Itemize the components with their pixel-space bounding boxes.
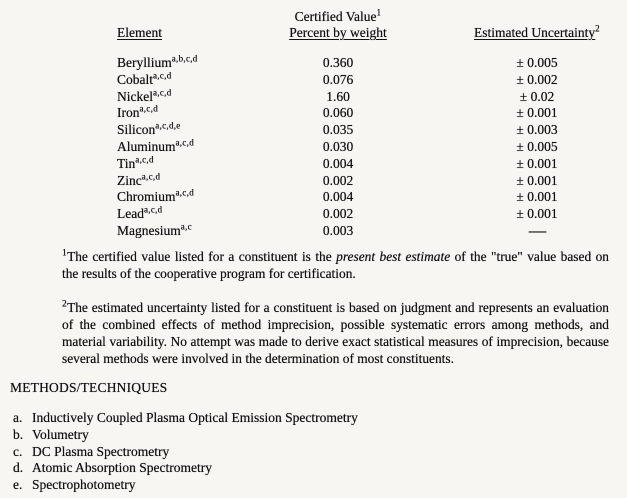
element-name: Beryllium [117,55,172,70]
element-method-superscript: a,c,d [139,103,158,114]
uncertainty-column-header [447,25,627,41]
estimated-uncertainty: ± 0.003 [516,122,558,138]
element-header-label: Element [117,25,162,40]
method-item-label: a. [13,410,23,425]
methods-heading: METHODS/TECHNIQUES [10,380,168,395]
method-item-label: d. [13,460,24,476]
certified-value: 0.003 [322,222,354,238]
element-method-superscript: a,c,d [135,154,154,165]
table-row [117,173,627,190]
element-name: Iron [117,105,140,121]
method-item [13,460,358,477]
table-row [117,189,627,206]
element-name: Lead [117,206,144,222]
table-row [117,156,627,173]
certified-value-header-line2: Percent by weight [289,25,387,40]
method-item-label: c. [13,443,23,459]
method-item [13,427,358,444]
certified-value: 0.004 [322,189,354,205]
method-item [13,444,358,461]
element-name: Nickel [117,88,153,104]
certified-values-table [117,9,627,240]
element-method-superscript: a,c,d [175,137,195,148]
footnote-2 [62,300,609,368]
method-item-text: DC Plasma Spectrometry [32,443,170,459]
table-row [117,139,627,156]
certified-value: 0.076 [322,71,354,87]
method-item-label: b. [13,426,24,442]
method-item-text: Spectrophotometry [32,477,136,493]
footnote-1 [62,249,609,283]
element-name: Cobalt [117,71,153,87]
element-method-superscript: a,c,d [143,204,163,215]
element-method-superscript: a,c,d,e [155,120,181,131]
method-item-text: Volumetry [32,426,89,442]
element-method-superscript: a,c,d [153,87,172,98]
certified-value: 0.360 [322,55,354,70]
method-item [13,477,358,494]
estimated-uncertainty: ± 0.002 [516,71,558,87]
certified-value-column-header [267,9,409,41]
element-method-superscript: a,b,c,d [171,53,198,64]
methods-list [13,410,358,494]
footnote-1-text-before: The certified value listed for a constituent is the [67,249,337,264]
table-row [117,89,627,106]
table-header-row [117,9,627,41]
estimated-uncertainty: ± 0.005 [516,138,558,154]
certified-value-header-line1: Certified Value$^1$ [294,7,382,24]
table-row [117,122,627,139]
certified-value: 0.030 [322,138,354,154]
method-item-text: Inductively Coupled Plasma Optical Emission Spectrometry [32,410,358,425]
method-item-label: e. [13,477,23,493]
table-row [117,105,627,122]
element-name: Silicon [117,122,156,138]
estimated-uncertainty: ± 0.001 [516,172,558,188]
method-item-text: Atomic Absorption Spectrometry [32,460,212,476]
footnotes-section [62,249,609,367]
estimated-uncertainty: ± 0.02 [519,88,555,104]
element-method-superscript: a,c,d [141,171,161,182]
element-name: Zinc [117,172,142,188]
certified-value: 0.060 [322,105,354,121]
element-name: Aluminum [117,138,176,154]
uncertainty-header-label: Estimated Uncertainty [474,25,596,40]
estimated-uncertainty: ± 0.001 [516,206,558,222]
estimated-uncertainty: ± 0.001 [516,189,558,205]
estimated-uncertainty: ± 0.001 [516,155,558,171]
certified-value-footnote-marker: 1 [376,7,382,18]
certified-value: 1.60 [326,88,350,104]
table-row [117,223,627,240]
element-name: Tin [117,155,136,171]
certified-value: 0.002 [322,172,354,188]
element-method-superscript: a,c,d [175,187,195,198]
table-row [117,55,627,72]
certified-value: 0.004 [322,155,354,171]
table-row [117,72,627,89]
estimated-uncertainty: ----- [528,222,546,238]
footnote-1-italic-phrase: present best estimate [336,249,451,264]
footnote-2-marker: 2 [62,299,68,310]
certified-value: 0.002 [322,206,354,222]
uncertainty-footnote-marker: 2 [595,23,600,34]
element-name: Magnesium [117,222,181,238]
table-body [117,55,627,240]
table-row [117,206,627,223]
element-name: Chromium [117,189,176,205]
element-method-superscript: a,c,d [153,70,172,81]
element-method-superscript: a,c [180,221,192,232]
element-column-header [117,25,267,41]
footnote-2-text: The estimated uncertainty listed for a constituent is based on judgment and represents an evaluation of the combined effects of method imprecision, possible systematic errors among methods, and material variability. No attempt was made to derive exact statistical measures of imprecision, because several methods were involved in the determination of most constituents. [62,299,609,366]
footnote-1-text-after: of the "true" value based on the results of the cooperative program for certification. [62,249,609,281]
estimated-uncertainty: ± 0.001 [516,105,558,121]
estimated-uncertainty: ± 0.005 [516,55,558,70]
method-item [13,410,358,427]
certified-value: 0.035 [322,122,354,138]
footnote-1-marker: 1 [62,248,68,259]
